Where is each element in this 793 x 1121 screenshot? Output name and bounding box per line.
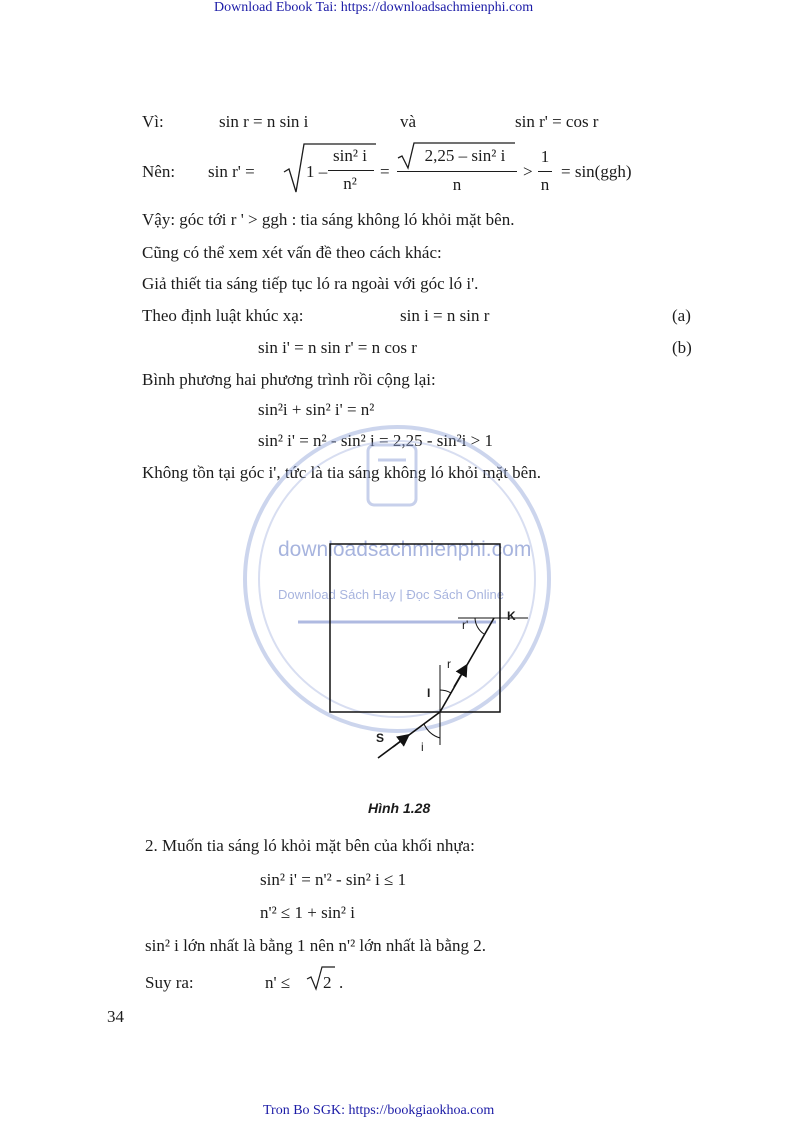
fraction-2-numerator: 2,25 – sin² i bbox=[424, 146, 506, 165]
equation-sum: sin²i + sin² i' = n² bbox=[258, 400, 375, 419]
header-download-link[interactable]: Download Ebook Tai: https://downloadsachmienphi.com bbox=[214, 0, 534, 15]
label-S: S bbox=[376, 731, 385, 745]
fraction-3-numerator: 1 bbox=[540, 147, 550, 166]
paragraph-vay: Vậy: góc tới r ' > ggh : tia sáng không ló khỏi mặt bên. bbox=[142, 210, 515, 229]
paragraph-sin-max: sin² i lớn nhất là bằng 1 nên n'² lớn nhất là bằng 2. bbox=[145, 936, 486, 955]
paragraph-muon: 2. Muốn tia sáng ló khỏi mặt bên của khối nhựa: bbox=[145, 836, 475, 855]
fraction-3-denominator: n bbox=[540, 175, 550, 194]
fraction-1-bar bbox=[328, 170, 374, 171]
label-I: I bbox=[427, 686, 431, 700]
nen-equals: = bbox=[380, 162, 390, 181]
label-r-prime: r' bbox=[462, 618, 469, 632]
theo-label: Theo định luật khúc xạ: bbox=[142, 306, 304, 325]
nen-rhs: = sin(ggh) bbox=[561, 162, 632, 181]
fraction-1-numerator: sin² i bbox=[333, 146, 367, 165]
vi-label: Vì: bbox=[142, 112, 164, 131]
watermark-title: downloadsachmienphi.com bbox=[278, 538, 532, 561]
equation-a-tag: (a) bbox=[672, 306, 691, 325]
vi-equation-1: sin r = n sin i bbox=[219, 112, 309, 131]
nen-lhs: sin r' = bbox=[208, 162, 255, 181]
label-i: i bbox=[421, 740, 424, 754]
figure-caption: Hình 1.28 bbox=[368, 800, 431, 816]
radical-sign-3 bbox=[306, 964, 336, 992]
suy-ra-lhs: n' ≤ bbox=[265, 973, 291, 992]
watermark-subtitle: Download Sách Hay | Đọc Sách Online bbox=[278, 587, 504, 602]
paragraph-cung: Cũng có thể xem xét vấn đề theo cách khác: bbox=[142, 243, 442, 262]
vi-conjunction: và bbox=[400, 112, 417, 131]
suy-ra-root: 2 bbox=[323, 973, 332, 992]
footer-sgk-link[interactable]: Tron Bo SGK: https://bookgiaokhoa.com bbox=[263, 1103, 495, 1118]
fraction-2-bar bbox=[397, 171, 517, 172]
paragraph-khong: Không tồn tại góc i', tức là tia sáng không ló khỏi mặt bên. bbox=[142, 463, 541, 482]
equation-a: sin i = n sin r bbox=[400, 306, 490, 325]
suy-ra-end: . bbox=[339, 973, 344, 992]
paragraph-gia-thiet: Giả thiết tia sáng tiếp tục ló ra ngoài với góc ló i'. bbox=[142, 274, 479, 293]
nen-label: Nên: bbox=[142, 162, 176, 181]
equation-b: sin i' = n sin r' = n cos r bbox=[258, 338, 417, 357]
suy-ra-label: Suy ra: bbox=[145, 973, 194, 992]
equation-m1: sin² i' = n'² - sin² i ≤ 1 bbox=[260, 870, 407, 889]
page-number: 34 bbox=[107, 1007, 124, 1026]
label-K: K bbox=[507, 609, 516, 623]
nen-root-one: 1 – bbox=[306, 162, 328, 181]
equation-b-tag: (b) bbox=[672, 338, 692, 357]
label-r: r bbox=[447, 657, 451, 671]
fraction-1-denominator: n² bbox=[343, 174, 357, 193]
equation-m2: n'² ≤ 1 + sin² i bbox=[260, 903, 355, 922]
fraction-2-denominator: n bbox=[452, 175, 462, 194]
fraction-3-bar bbox=[538, 171, 552, 172]
nen-greater-than: > bbox=[523, 162, 533, 181]
vi-equation-2: sin r' = cos r bbox=[515, 112, 599, 131]
paragraph-binh-phuong: Bình phương hai phương trình rồi cộng lại: bbox=[142, 370, 436, 389]
equation-diff: sin² i' = n² - sin² i = 2,25 - sin²i > 1 bbox=[258, 431, 493, 450]
figure-prism-refraction bbox=[328, 540, 528, 775]
